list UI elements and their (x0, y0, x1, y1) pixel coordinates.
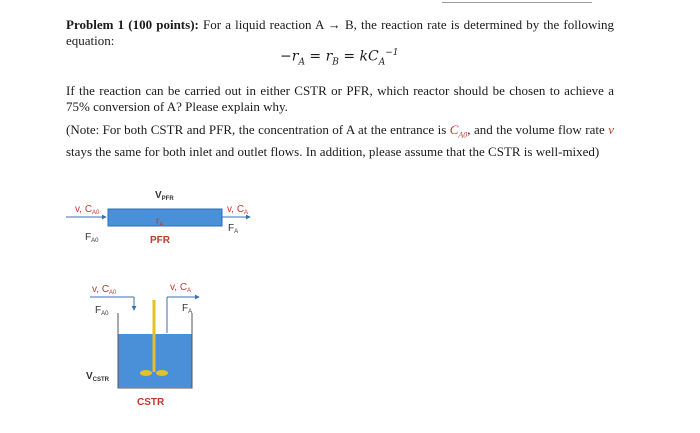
pfr-diagram (66, 190, 250, 246)
problem-heading: Problem 1 (100 points): (66, 17, 199, 32)
note-text: (Note: For both CSTR and PFR, the concentration of A at the entrance is (66, 122, 450, 137)
eq-term: −r (280, 48, 299, 65)
eq-term: = kC (338, 48, 379, 65)
problem-intro: For a liquid reaction A → B, the reaction rate is determined by the following equation: (66, 17, 614, 48)
cstr-volume-label: $V_{CSTR}$ (86, 371, 110, 383)
eq-sub: B (332, 57, 339, 68)
eq-term: = r (304, 48, 333, 65)
pfr-volume-label: $V_{PFR}$ (155, 190, 174, 202)
note-flow-rate: v (608, 122, 614, 137)
note-text: , and the volume flow rate (467, 122, 609, 137)
pfr-rate-label: $r_A$ (156, 216, 164, 228)
eq-sup: −1 (385, 48, 399, 58)
cstr-impeller-blade (140, 370, 152, 376)
cstr-diagram (86, 282, 199, 408)
cstr-inlet-flow-label: v, $C_{A0}$ (92, 284, 117, 296)
pfr-title: PFR (150, 235, 170, 246)
eq-sub: A (378, 57, 386, 68)
eq-sub: A (298, 57, 305, 68)
note-text: stays the same for both inlet and outlet flows. In addition, please assume that the CSTR is well-mixed) (66, 143, 600, 159)
cstr-title: CSTR (137, 397, 165, 408)
problem-question: If the reaction can be carried out in either CSTR or PFR, which reactor should be chosen to achieve a 75% conversion of A? Please explain why. (66, 83, 614, 114)
cstr-outlet-molar-label: $F_A$ (182, 303, 193, 315)
note-concentration: $C_{A0}$ (449, 122, 468, 140)
pfr-inlet-flow-label: v, $C_{A0}$ (75, 204, 100, 216)
pfr-tube (108, 209, 222, 226)
cstr-inlet-molar-label: $F_{A0}$ (95, 305, 109, 317)
pfr-inlet-molar-label: $F_{A0}$ (85, 232, 99, 244)
pfr-outlet-flow-label: v, $C_A$ (227, 204, 249, 216)
cstr-impeller-blade (156, 370, 168, 376)
pfr-outlet-molar-label: $F_A$ (228, 223, 239, 235)
cstr-outlet-flow-label: v, $C_A$ (170, 282, 192, 294)
